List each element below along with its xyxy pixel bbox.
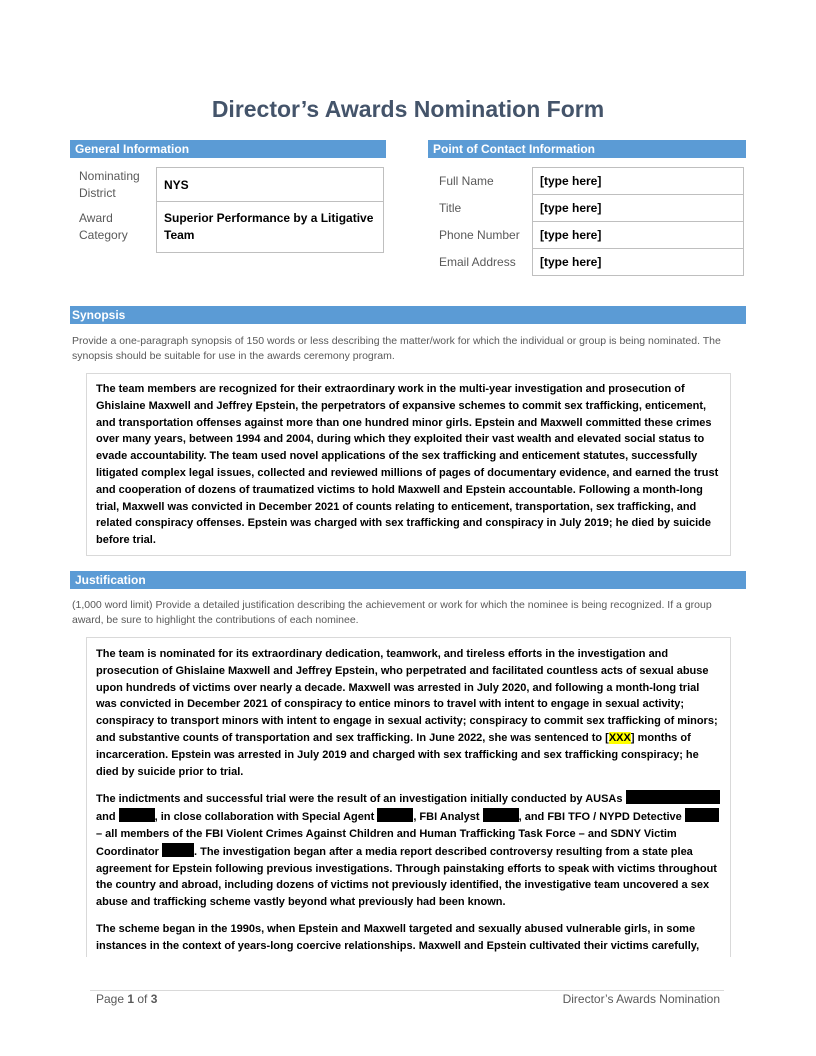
text-run: – all members of the FBI Violent Crimes Against Children and Human Trafficking Task Force – and SDNY Victim Coordinator (96, 827, 677, 858)
poc-header: Point of Contact Information (428, 140, 746, 158)
justification-instructions: (1,000 word limit) Provide a detailed justification describing the achievement or work for which the nominee is being recognized. If a group award, be sure to highlight the contributions of each nominee. (72, 599, 712, 626)
text-run: . The investigation began after a media report described controversy resulting from a state plea agreement for Epstein following previous investigations. Through painstaking efforts to speak with victims throughout the country and abroad, including dozens of victims not previously identified, the investigative team uncovered a sex abuse and trafficking scheme vastly beyond what previously had been known. (96, 845, 717, 909)
highlighted-placeholder: XXX (608, 731, 631, 744)
page-number (96, 992, 157, 1006)
footer-title: Director’s Awards Nomination (562, 992, 720, 1006)
justification-paragraph-3: The scheme began in the 1990s, when Epstein and Maxwell targeted and sexually abused vulnerable girls, in some instances in the context of years-long coercive relationships. Maxwell and Epstein cultivated their victims carefully, (96, 922, 700, 952)
nominating-district-label: Nominating District (79, 169, 140, 200)
synopsis-instructions: Provide a one-paragraph synopsis of 150 words or less describing the matter/work for which the individual or group is being nominated. The synopsis should be suitable for use in the awards ceremony program. (72, 335, 721, 362)
synopsis-box[interactable] (86, 373, 731, 556)
text-run: The indictments and successful trial were the result of an investigation initially conducted by AUSAs (96, 793, 626, 806)
redaction-block (483, 808, 519, 822)
text-run: , in close collaboration with Special Agent (154, 811, 378, 824)
page-total: 3 (150, 992, 158, 1006)
text-run: , and FBI TFO / NYPD Detective (518, 811, 685, 824)
text-run: and (96, 811, 119, 824)
justification-paragraph-2 (96, 790, 722, 911)
phone-number-field[interactable]: [type here] (532, 221, 744, 249)
justification-box[interactable] (86, 637, 731, 957)
synopsis-text: The team members are recognized for their extraordinary work in the multi-year investigation and prosecution of Ghislaine Maxwell and Jeffrey Epstein, the perpetrators of expansive schemes to commit sex trafficking, enticement, and transportation offenses against more than one hundred minor girls. Epstein and Maxwell committed these crimes over many years, between 1994 and 2004, during which they exploited their vast wealth and elevated social status to evade accountability. The team used novel applications of the sex trafficking and enticement statutes, successfully litigated complex legal issues, collected and reviewed millions of pages of documentary evidence, and earned the trust and cooperation of dozens of traumatized victims to hold Maxwell and Epstein accountable. Following a month-long trial, Maxwell was convicted in December 2021 of counts relating to enticement, transportation, sex trafficking, and related conspiracy offenses. Epstein was charged with sex trafficking and conspiracy in July 2019; he died by suicide before trial. (96, 383, 719, 547)
text-run: ] months of incarceration. Epstein was arrested in July 2019 and charged with sex trafficking and sex trafficking conspiracy; he died by suicide prior to trial. (96, 731, 699, 778)
redaction-block (162, 843, 194, 857)
redaction-block (377, 808, 413, 822)
award-category-field[interactable]: Superior Performance by a Litigative Team (156, 201, 384, 253)
footer-divider (90, 990, 724, 991)
justification-paragraph-1 (96, 646, 722, 780)
title-field[interactable]: [type here] (532, 194, 744, 222)
page-title: Director’s Awards Nomination Form (211, 96, 605, 122)
redaction-block (685, 808, 719, 822)
phone-number-label: Phone Number (439, 228, 520, 242)
email-address-label: Email Address (439, 255, 516, 269)
justification-header: Justification (70, 571, 746, 589)
title-label: Title (439, 201, 462, 215)
general-info-header: General Information (70, 140, 386, 158)
justification-text (96, 646, 722, 955)
page-of: of (134, 992, 151, 1006)
full-name-field[interactable]: [type here] (532, 167, 744, 195)
email-address-field[interactable]: [type here] (532, 248, 744, 276)
redaction-block (119, 808, 155, 822)
full-name-label: Full Name (439, 174, 494, 188)
nominating-district-field[interactable]: NYS (156, 167, 384, 202)
text-run: The team is nominated for its extraordinary dedication, teamwork, and tireless efforts in the investigation and prosecution of Ghislaine Maxwell and Jeffrey Epstein, who perpetrated and facilitated countless acts of sexual abuse upon hundreds of victims over nearly a decade. Maxwell was arrested in July 2020, and following a month-long trial was convicted in December 2021 of conspiracy to entice minors to travel with intent to engage in sexual activity; conspiracy to transport minors with intent to engage in sexual activity; conspiracy to commit sex trafficking of minors; and substantive counts of transportation and sex trafficking. In June 2022, she was sentenced to [ (96, 648, 718, 744)
page-current: 1 (127, 992, 135, 1006)
text-run: , FBI Analyst (413, 811, 483, 824)
award-category-label: Award Category (79, 211, 128, 242)
page-prefix: Page (96, 992, 128, 1006)
redaction-block (626, 790, 720, 804)
synopsis-header: Synopsis (70, 306, 746, 324)
